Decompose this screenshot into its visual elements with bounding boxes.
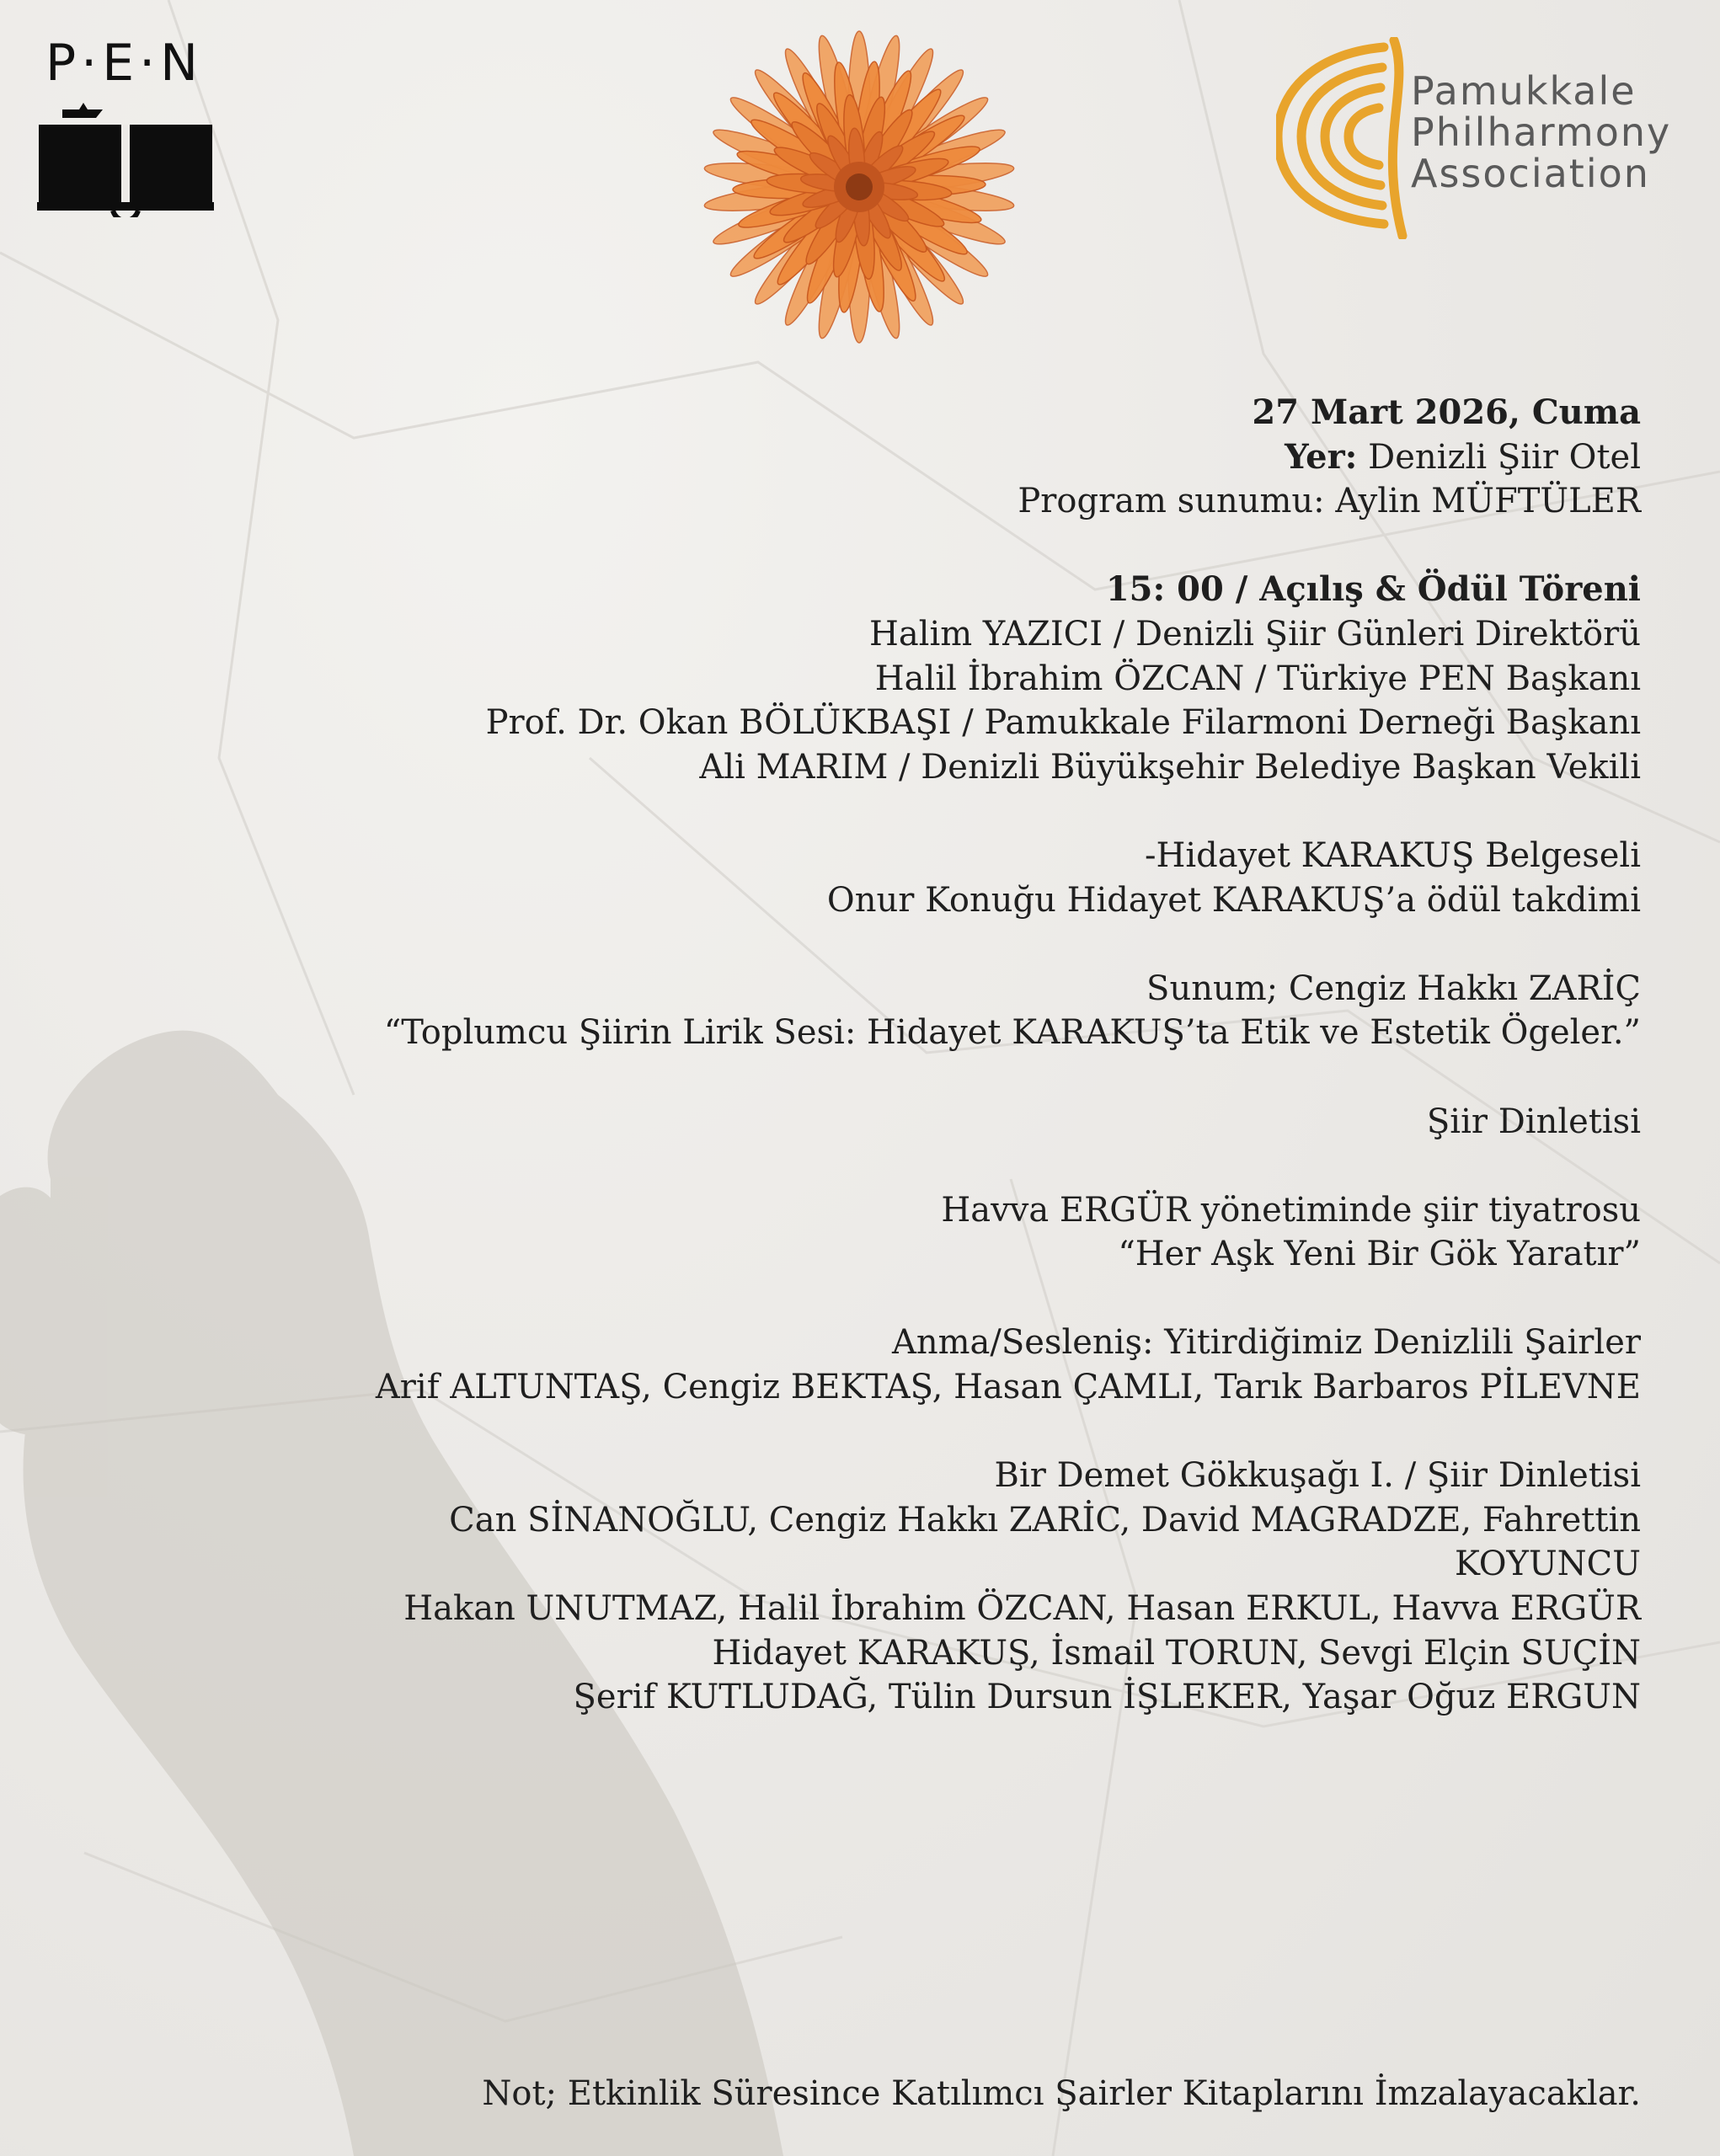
documentary-line: Onur Konuğu Hidayet KARAKUŞ’a ödül takdimi (826, 880, 1641, 920)
speaker-line: Ali MARIM / Denizli Büyükşehir Belediye Başkan Vekili (699, 747, 1641, 787)
opening-title: 15: 00 / Açılış & Ödül Töreni (1105, 569, 1641, 610)
theatre-line: Havva ERGÜR yönetiminde şiir tiyatrosu (941, 1190, 1641, 1230)
rainbow-line: Hakan UNUTMAZ, Halil İbrahim ÖZCAN, Hasan ERKUL, Havva ERGÜR (403, 1589, 1641, 1629)
rainbow-line: Hidayet KARAKUŞ, İsmail TORUN, Sevgi Elçin SUÇİN (712, 1633, 1641, 1673)
pamukkale-logo-line: Association (1411, 151, 1650, 196)
concentric-arcs-icon (1276, 37, 1411, 239)
venue-name: Denizli Şiir Otel (1357, 437, 1641, 477)
recital-line: Şiir Dinletisi (1426, 1102, 1641, 1141)
documentary-line: -Hidayet KARAKUŞ Belgeseli (1144, 835, 1641, 875)
event-venue (209, 435, 1641, 480)
event-program (209, 391, 1641, 1720)
pamukkale-philharmony-logo (1276, 37, 1714, 239)
pamukkale-logo-line: Pamukkale (1411, 68, 1637, 114)
presentation-line: Sunum; Cengiz Hakkı ZARİÇ (1146, 969, 1641, 1008)
signing-note: Not; Etkinlik Süresince Katılımcı Şairler Kitaplarını İmzalayacaklar. (482, 2074, 1641, 2113)
rainbow-line: KOYUNCU (1454, 1545, 1641, 1584)
rainbow-line: Can SİNANOĞLU, Cengiz Hakkı ZARİC, David MAGRADZE, Fahrettin (449, 1500, 1641, 1540)
event-date: 27 Mart 2026, Cuma (1252, 392, 1641, 432)
speaker-line: Halil İbrahim ÖZCAN / Türkiye PEN Başkanı (874, 659, 1641, 698)
memorial-line: Anma/Sesleniş: Yitirdiğimiz Denizlili Şairler (891, 1323, 1641, 1363)
pamukkale-logo-text (1411, 68, 1672, 196)
rainbow-line: Şerif KUTLUDAĞ, Tülin Dursun İŞLEKER, Yaşar Oğuz ERGUN (573, 1678, 1641, 1717)
chrysanthemum-flower (674, 19, 1044, 355)
theatre-line: “Her Aşk Yeni Bir Gök Yaratır” (1118, 1235, 1641, 1274)
presentation-line: “Toplumcu Şiirin Lirik Sesi: Hidayet KARAKUŞ’ta Etik ve Estetik Ögeler.” (383, 1013, 1641, 1053)
pamukkale-logo-line: Philharmony (1411, 109, 1672, 155)
open-book-icon (37, 99, 214, 217)
rainbow-line: Bir Demet Gökkuşağı I. / Şiir Dinletisi (994, 1456, 1641, 1496)
pen-logo-letters: P·E·N (45, 34, 204, 93)
speaker-line: Prof. Dr. Okan BÖLÜKBAŞI / Pamukkale Filarmoni Derneği Başkanı (485, 703, 1641, 743)
event-host: Program sunumu: Aylin MÜFTÜLER (1018, 482, 1641, 521)
memorial-line: Arif ALTUNTAŞ, Cengiz BEKTAŞ, Hasan ÇAMLI, Tarık Barbaros PİLEVNE (375, 1368, 1641, 1407)
speaker-line: Halim YAZICI / Denizli Şiir Günleri Direktörü (868, 614, 1641, 654)
pen-logo (34, 34, 215, 219)
venue-label: Yer: (1285, 436, 1358, 477)
